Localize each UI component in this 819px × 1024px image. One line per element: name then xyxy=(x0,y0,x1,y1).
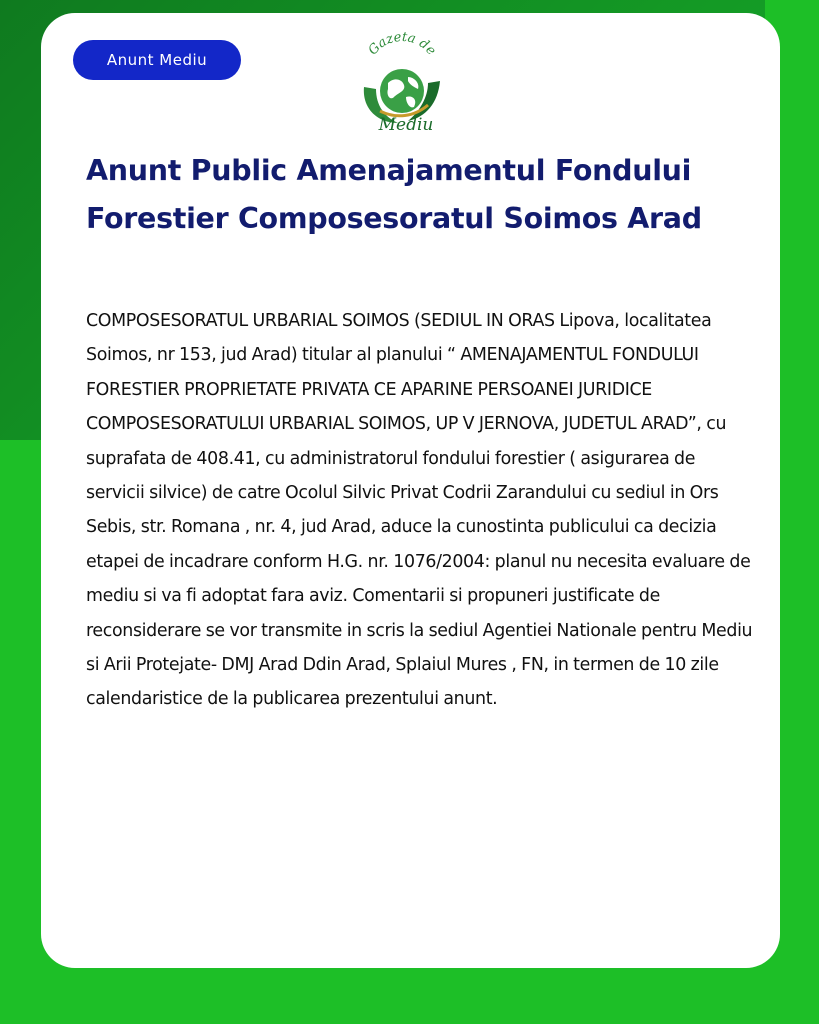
logo-top-text: Gazeta de xyxy=(365,31,439,59)
category-badge[interactable]: Anunt Mediu xyxy=(73,40,241,80)
gazeta-de-mediu-logo xyxy=(354,31,450,131)
article-card xyxy=(41,13,780,968)
article-title: Anunt Public Amenajamentul Fondului Forestier Composesoratul Soimos Arad xyxy=(86,154,702,235)
logo-bottom-text: Mediu xyxy=(378,115,434,131)
article-body: COMPOSESORATUL URBARIAL SOIMOS (SEDIUL IN ORAS Lipova, localitatea Soimos, nr 153, jud Arad) titular al planului “ AMENAJAMENTUL FONDULUI FORESTIER PROPRIETATE PRIVATA CE APARINE PERSOANEI JURIDICE COMPOSESORATULUI URBARIAL SOIMOS, UP V JERNOVA, JUDETUL ARAD”, cu suprafata de 408.41, cu administratorul fondului forestier ( asigurarea de servicii silvice) de catre Ocolul Silvic Privat Codrii Zarandului cu sediul in Ors Sebis, str. Romana , nr. 4, jud Arad, aduce la cunostinta publicului ca decizia etapei de incadrare conform H.G. nr. 1076/2004: planul nu necesita evaluare de mediu si va fi adoptat fara aviz. Comentarii si propuneri justificate de reconsiderare se vor transmite in scris la sediul Agentiei Nationale pentru Mediu si Arii Protejate- DMJ Arad Ddin Arad, Splaiul Mures , FN, in termen de 10 zile calendaristice de la publicarea prezentului anunt. xyxy=(86,311,753,710)
